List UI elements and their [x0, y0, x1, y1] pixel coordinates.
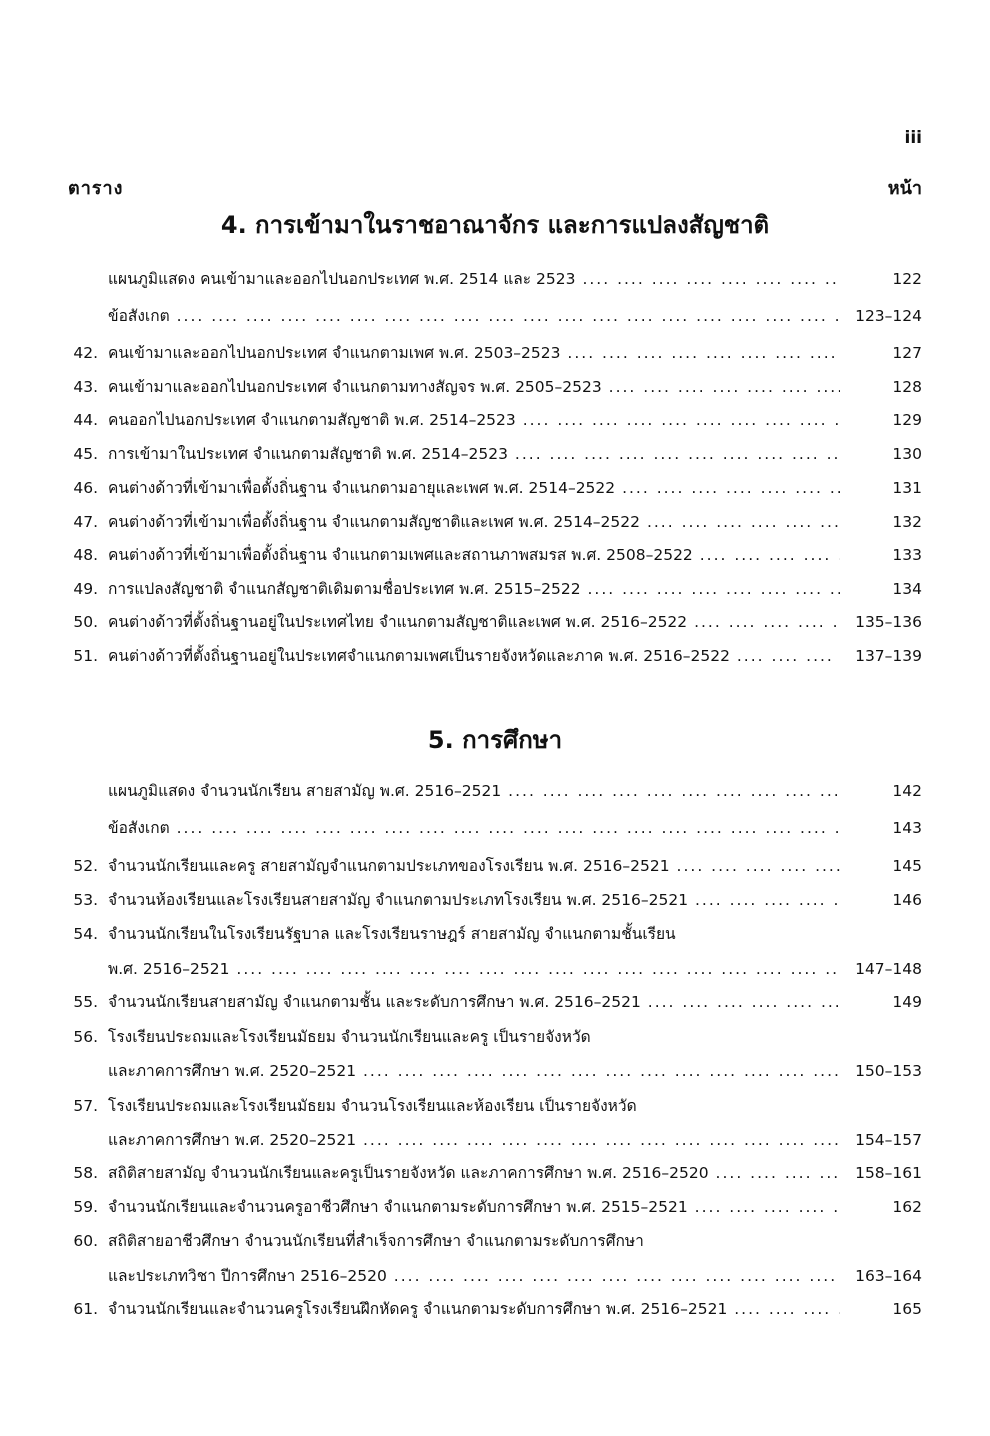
entry-title: คนออกไปนอกประเทศ จำแนกตามสัญชาติ พ.ศ. 2514–2523 ....: [108, 405, 840, 435]
entry-page: 149: [892, 993, 922, 1011]
entry-title: คนต่างด้าวที่เข้ามาเพื่อตั้งถิ่นฐาน จำแนกตามอายุและเพศ พ.ศ. 2514–2522 ....: [108, 473, 840, 503]
entry-number: 55.: [73, 993, 98, 1011]
entry-title: จำนวนนักเรียนและจำนวนครูโรงเรียนฝึกหัดครู จำแนกตามระดับการศึกษา พ.ศ. 2516–2521 ....: [108, 1294, 840, 1324]
toc-entry-continued: [60, 1261, 922, 1291]
entry-page: 142: [892, 782, 922, 800]
toc-entry: [60, 301, 922, 331]
toc-entry: [60, 851, 922, 881]
entry-title: และภาคการศึกษา พ.ศ. 2520–2521 ....: [108, 1056, 840, 1086]
entry-page: 128: [892, 378, 922, 396]
entry-number: 58.: [73, 1164, 98, 1182]
toc-entry: [60, 473, 922, 503]
entry-number: 61.: [73, 1300, 98, 1318]
entry-title: แผนภูมิแสดง จำนวนนักเรียน สายสามัญ พ.ศ. 2516–2521 ....: [108, 776, 840, 806]
entry-page: 162: [892, 1198, 922, 1216]
toc-entry: [60, 405, 922, 435]
toc-entry: [60, 776, 922, 806]
toc-entry: [60, 1192, 922, 1222]
entry-number: 50.: [73, 613, 98, 631]
entry-number: 45.: [73, 445, 98, 463]
entry-number: 59.: [73, 1198, 98, 1216]
entry-page: 133: [892, 546, 922, 564]
entry-page: 130: [892, 445, 922, 463]
toc-entry: [60, 1294, 922, 1324]
toc-entry: [60, 439, 922, 469]
entry-number: 44.: [73, 411, 98, 429]
toc-entry: [60, 1022, 922, 1052]
toc-entry: [60, 987, 922, 1017]
entry-title: แผนภูมิแสดง คนเข้ามาและออกไปนอกประเทศ พ.ศ. 2514 และ 2523 ....: [108, 264, 840, 294]
entry-title: คนต่างด้าวที่ตั้งถิ่นฐานอยู่ในประเทศไทย จำแนกตามสัญชาติและเพศ พ.ศ. 2516–2522 ....: [108, 607, 840, 637]
section-4-title: 4. การเข้ามาในราชอาณาจักร และการแปลงสัญชาติ: [220, 211, 770, 239]
entry-title: คนต่างด้าวที่เข้ามาเพื่อตั้งถิ่นฐาน จำแนกตามเพศและสถานภาพสมรส พ.ศ. 2508–2522 ....: [108, 540, 840, 570]
entry-title: โรงเรียนประถมและโรงเรียนมัธยม จำนวนนักเรียนและครู เป็นรายจังหวัด: [108, 1028, 591, 1046]
page-number: iii: [904, 128, 922, 148]
entry-title: คนต่างด้าวที่เข้ามาเพื่อตั้งถิ่นฐาน จำแนกตามสัญชาติและเพศ พ.ศ. 2514–2522 ....: [108, 507, 840, 537]
toc-entry: [60, 264, 922, 294]
entry-page: 123–124: [855, 307, 922, 325]
entry-number: 51.: [73, 647, 98, 665]
entry-page: 129: [892, 411, 922, 429]
entry-page: 154–157: [855, 1131, 922, 1149]
toc-entry-continued: [60, 954, 922, 984]
entry-title: โรงเรียนประถมและโรงเรียนมัธยม จำนวนโรงเรียนและห้องเรียน เป็นรายจังหวัด: [108, 1097, 637, 1115]
entry-page: 135–136: [855, 613, 922, 631]
entry-title: คนต่างด้าวที่ตั้งถิ่นฐานอยู่ในประเทศจำแนกตามเพศเป็นรายจังหวัดและภาค พ.ศ. 2516–2522 ....: [108, 641, 840, 671]
entry-number: 48.: [73, 546, 98, 564]
toc-entry: [60, 919, 922, 949]
entry-page: 145: [892, 857, 922, 875]
entry-page: 137–139: [855, 647, 922, 665]
column-header-table: ตาราง: [68, 178, 124, 199]
entry-page: 127: [892, 344, 922, 362]
entry-number: 56.: [73, 1028, 98, 1046]
entry-page: 132: [892, 513, 922, 531]
entry-number: 52.: [73, 857, 98, 875]
toc-entry: [60, 372, 922, 402]
entry-page: 158–161: [855, 1164, 922, 1182]
entry-title: คนเข้ามาและออกไปนอกประเทศ จำแนกตามเพศ พ.ศ. 2503–2523 ....: [108, 338, 840, 368]
toc-entry: [60, 1158, 922, 1188]
toc-entry: [60, 574, 922, 604]
entry-page: 163–164: [855, 1267, 922, 1285]
entry-title: ข้อสังเกต ....: [108, 813, 840, 843]
entry-number: 53.: [73, 891, 98, 909]
entry-page: 122: [892, 270, 922, 288]
entry-page: 146: [892, 891, 922, 909]
entry-page: 147–148: [855, 960, 922, 978]
entry-number: 60.: [73, 1232, 98, 1250]
entry-title: และภาคการศึกษา พ.ศ. 2520–2521 ....: [108, 1125, 840, 1155]
toc-entry: [60, 1226, 922, 1256]
entry-number: 42.: [73, 344, 98, 362]
entry-title: จำนวนนักเรียนและครู สายสามัญจำแนกตามประเภทของโรงเรียน พ.ศ. 2516–2521 ....: [108, 851, 840, 881]
entry-title: และประเภทวิชา ปีการศึกษา 2516–2520 ....: [108, 1261, 840, 1291]
entry-number: 57.: [73, 1097, 98, 1115]
toc-entry: [60, 885, 922, 915]
entry-title: การแปลงสัญชาติ จำแนกสัญชาติเดิมตามชื่อประเทศ พ.ศ. 2515–2522 ....: [108, 574, 840, 604]
column-header-page: หน้า: [887, 178, 922, 199]
entry-number: 47.: [73, 513, 98, 531]
entry-title: สถิติสายอาชีวศึกษา จำนวนนักเรียนที่สำเร็จการศึกษา จำแนกตามระดับการศึกษา: [108, 1232, 644, 1250]
entry-page: 143: [892, 819, 922, 837]
toc-entry: [60, 540, 922, 570]
entry-title: พ.ศ. 2516–2521 ....: [108, 954, 840, 984]
entry-title: จำนวนนักเรียนสายสามัญ จำแนกตามชั้น และระดับการศึกษา พ.ศ. 2516–2521 ....: [108, 987, 840, 1017]
entry-title: การเข้ามาในประเทศ จำแนกตามสัญชาติ พ.ศ. 2514–2523 ....: [108, 439, 840, 469]
entry-page: 131: [892, 479, 922, 497]
toc-entry: [60, 641, 922, 671]
entry-page: 165: [892, 1300, 922, 1318]
toc-entry-continued: [60, 1056, 922, 1086]
toc-entry: [60, 607, 922, 637]
entry-title: จำนวนนักเรียนและจำนวนครูอาชีวศึกษา จำแนกตามระดับการศึกษา พ.ศ. 2515–2521 ....: [108, 1192, 840, 1222]
section-5-title: 5. การศึกษา: [427, 726, 563, 754]
entry-number: 54.: [73, 925, 98, 943]
toc-entry: [60, 507, 922, 537]
entry-page: 134: [892, 580, 922, 598]
entry-title: จำนวนห้องเรียนและโรงเรียนสายสามัญ จำแนกตามประเภทโรงเรียน พ.ศ. 2516–2521 ....: [108, 885, 840, 915]
entry-page: 150–153: [855, 1062, 922, 1080]
toc-entry: [60, 813, 922, 843]
toc-entry: [60, 338, 922, 368]
entry-title: ข้อสังเกต ....: [108, 301, 840, 331]
entry-number: 43.: [73, 378, 98, 396]
entry-number: 49.: [73, 580, 98, 598]
entry-number: 46.: [73, 479, 98, 497]
toc-entry: [60, 1091, 922, 1121]
entry-title: คนเข้ามาและออกไปนอกประเทศ จำแนกตามทางสัญจร พ.ศ. 2505–2523 ....: [108, 372, 840, 402]
toc-entry-continued: [60, 1125, 922, 1155]
entry-title: จำนวนนักเรียนในโรงเรียนรัฐบาล และโรงเรียนราษฎร์ สายสามัญ จำแนกตามชั้นเรียน: [108, 925, 676, 943]
entry-title: สถิติสายสามัญ จำนวนนักเรียนและครูเป็นรายจังหวัด และภาคการศึกษา พ.ศ. 2516–2520 ....: [108, 1158, 840, 1188]
